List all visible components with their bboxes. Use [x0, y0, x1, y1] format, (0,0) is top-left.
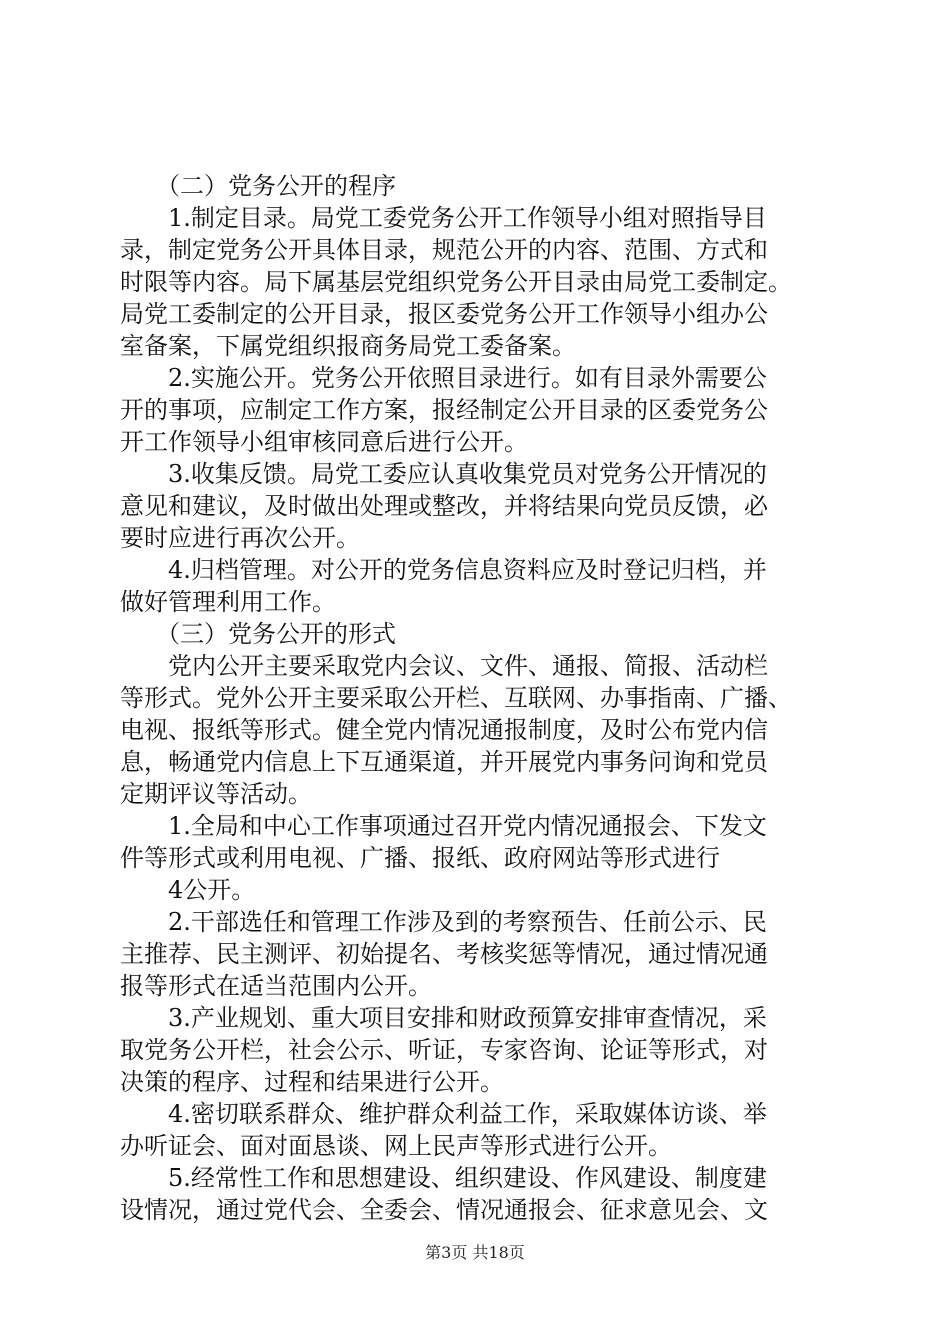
text-line: 定期评议等活动。 [120, 780, 312, 808]
text-line: 开工作领导小组审核同意后进行公开。 [120, 428, 528, 456]
text-line: 主推荐、民主测评、初始提名、考核奖惩等情况，通过情况通 [120, 940, 768, 968]
text-line: （三）党务公开的形式 [120, 620, 396, 648]
text-line: （二）党务公开的程序 [120, 172, 396, 200]
page-footer [0, 1243, 950, 1263]
text-line: 息，畅通党内信息上下互通渠道，并开展党内事务问询和党员 [120, 748, 768, 776]
text-line: 4.归档管理。对公开的党务信息资料应及时登记归档，并 [120, 556, 767, 584]
page-number-label: 第3页 共18页 [425, 1243, 525, 1262]
text-line: 2.干部选任和管理工作涉及到的考察预告、任前公示、民 [120, 908, 767, 936]
text-line: 做好管理利用工作。 [120, 588, 336, 616]
text-line: 2.实施公开。党务公开依照目录进行。如有目录外需要公 [120, 364, 767, 392]
text-line: 要时应进行再次公开。 [120, 524, 360, 552]
text-line: 1.全局和中心工作事项通过召开党内情况通报会、下发文 [120, 812, 767, 840]
text-line: 取党务公开栏，社会公示、听证，专家咨询、论证等形式，对 [120, 1036, 768, 1064]
text-line: 件等形式或利用电视、广播、报纸、政府网站等形式进行 [120, 844, 720, 872]
text-line: 报等形式在适当范围内公开。 [120, 972, 432, 1000]
document-body [120, 170, 855, 1226]
text-line: 意见和建议，及时做出处理或整改，并将结果向党员反馈，必 [120, 492, 768, 520]
text-line: 1.制定目录。局党工委党务公开工作领导小组对照指导目 [120, 204, 767, 232]
text-line: 4.密切联系群众、维护群众利益工作，采取媒体访谈、举 [120, 1100, 767, 1128]
text-line: 决策的程序、过程和结果进行公开。 [120, 1068, 504, 1096]
text-line: 设情况，通过党代会、全委会、情况通报会、征求意见会、文 [120, 1196, 768, 1224]
text-line: 5.经常性工作和思想建设、组织建设、作风建设、制度建 [120, 1164, 767, 1192]
text-line: 3.产业规划、重大项目安排和财政预算安排审查情况，采 [120, 1004, 767, 1032]
text-line: 开的事项，应制定工作方案，报经制定公开目录的区委党务公 [120, 396, 768, 424]
text-line: 时限等内容。局下属基层党组织党务公开目录由局党工委制定。 [120, 268, 792, 296]
text-line: 3.收集反馈。局党工委应认真收集党员对党务公开情况的 [120, 460, 767, 488]
text-line: 室备案，下属党组织报商务局党工委备案。 [120, 332, 576, 360]
text-line: 4公开。 [120, 876, 256, 904]
text-line: 录，制定党务公开具体目录，规范公开的内容、范围、方式和 [120, 236, 768, 264]
text-line: 电视、报纸等形式。健全党内情况通报制度，及时公布党内信 [120, 716, 768, 744]
text-line: 等形式。党外公开主要采取公开栏、互联网、办事指南、广播、 [120, 684, 792, 712]
text-line: 党内公开主要采取党内会议、文件、通报、简报、活动栏 [120, 652, 768, 680]
text-line: 局党工委制定的公开目录，报区委党务公开工作领导小组办公 [120, 300, 768, 328]
text-line: 办听证会、面对面恳谈、网上民声等形式进行公开。 [120, 1132, 672, 1160]
